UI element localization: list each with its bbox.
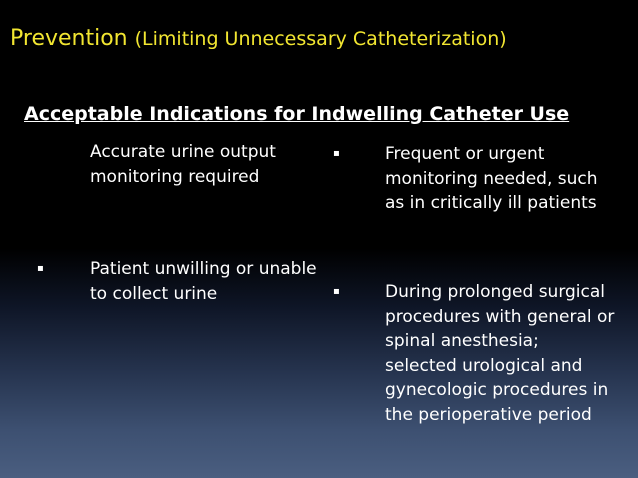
bullet-item-3 bbox=[90, 257, 320, 306]
title-subtitle: (Limiting Unnecessary Catheterization) bbox=[134, 28, 507, 50]
bullet-text: Patient unwilling or unable to collect urine bbox=[90, 259, 317, 304]
bullet-item-2 bbox=[385, 142, 615, 216]
bullet-marker: ▪ bbox=[37, 263, 44, 274]
title-main: Prevention bbox=[10, 26, 128, 51]
bullet-marker: ▪ bbox=[333, 286, 340, 297]
slide-title bbox=[10, 26, 507, 52]
bullet-item-4 bbox=[385, 280, 615, 427]
bullet-marker: ▪ bbox=[333, 148, 340, 159]
bullet-text: Frequent or urgent monitoring needed, such as in critically ill patients bbox=[385, 144, 598, 213]
bullet-text: Accurate urine output monitoring required bbox=[90, 142, 276, 187]
bullet-text: During prolonged surgical procedures with general or spinal anesthesia; selected urological and gynecologic procedures in the perioperative period bbox=[385, 282, 615, 425]
section-heading: Acceptable Indications for Indwelling Catheter Use bbox=[24, 103, 570, 125]
bullet-item-1 bbox=[90, 140, 320, 189]
